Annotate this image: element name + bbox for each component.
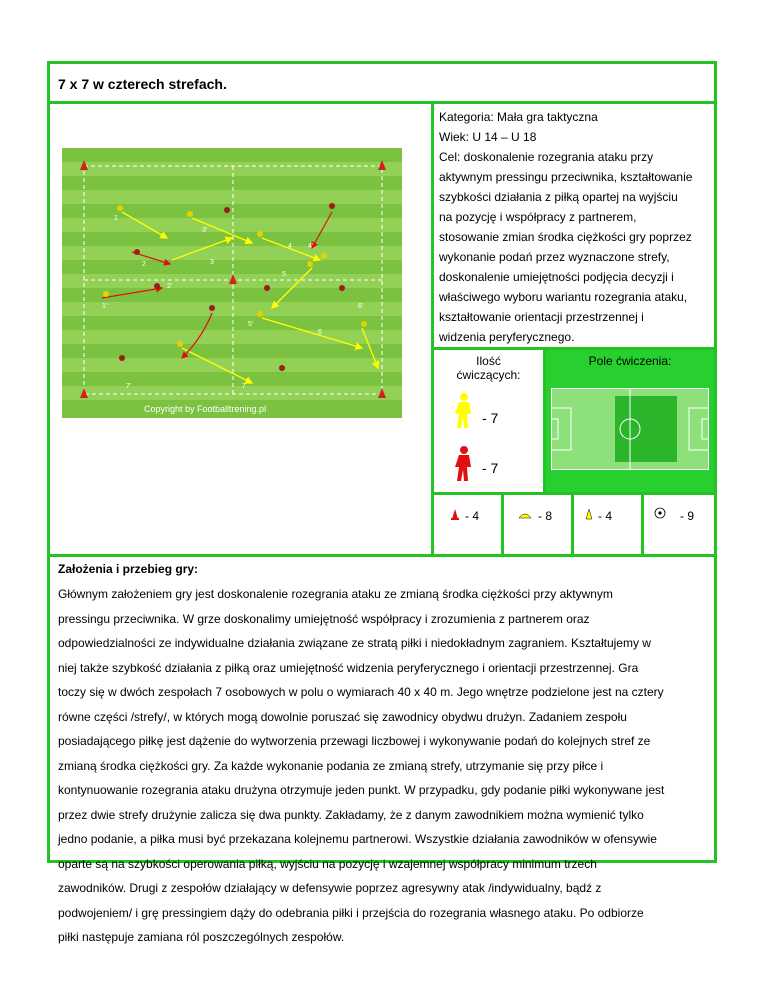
players-label: Ilość	[476, 354, 501, 368]
yellow-player-icon	[450, 392, 476, 430]
description-line: podwojeniem/ i grę pressingiem dąży do odebrania piłki i przejścia do rozegrania własnego ataku. Po odbiorze	[58, 905, 644, 920]
equipment-item	[574, 495, 644, 554]
ball-count: - 9	[680, 509, 695, 523]
description-line: kontynuowanie rozegrania ataku drużyna otrzymuje jeden punkt. W przypadku, gdy podanie piłki wykonywane jest	[58, 783, 665, 797]
svg-text:7: 7	[242, 383, 246, 390]
info-line: szybkości działania z piłką opartej na wyjściu	[439, 190, 678, 204]
svg-text:3: 3	[210, 259, 214, 266]
info-line: stosowanie zmian środka ciężkości gry poprzez	[439, 230, 692, 244]
diagram-cell	[50, 104, 434, 554]
drill-diagram	[62, 148, 402, 418]
disc-marker-icon	[518, 511, 532, 519]
svg-text:1: 1	[114, 215, 118, 222]
info-line: widzenia peryferycznego.	[439, 330, 575, 344]
marker-count: - 4	[598, 509, 613, 523]
equipment-item	[434, 495, 504, 554]
description-line: jedno podanie, a piłka musi być przekazana kolejnemu partnerowi. Wszystkie działania zawodników w ofensywie	[58, 832, 657, 846]
description-line: zawodników. Drugi z zespołów działający w defensywie poprzez agresywny atak /indywidualny, bądź z	[58, 881, 602, 895]
players-cell	[434, 350, 546, 492]
cone-count: - 4	[465, 509, 480, 523]
svg-text:6': 6'	[358, 303, 364, 310]
field-diagram	[551, 388, 709, 470]
equipment-item	[644, 495, 714, 554]
ball-icon	[654, 507, 666, 519]
exercise-sheet	[47, 61, 717, 944]
title-row	[50, 64, 714, 104]
yellow-count: - 7	[482, 410, 499, 426]
description-line: zmianą środka ciężkości gry. Za każde wykonanie podania ze zmianą strefy, utrzymanie się przy piłce i	[58, 758, 604, 773]
svg-text:5': 5'	[248, 321, 254, 328]
description-heading: Założenia i przebieg gry:	[58, 562, 199, 576]
svg-text:2: 2	[142, 261, 146, 268]
equipment-row	[434, 492, 714, 554]
info-line: Wiek: U 14 – U 18	[439, 130, 537, 144]
svg-text:6: 6	[318, 329, 322, 336]
players-label-2: ćwiczących:	[456, 368, 521, 382]
info-line: kształtowanie orientacji przestrzennej i	[439, 310, 644, 324]
info-line: aktywnym pressingu przeciwnika, kształtowanie	[439, 170, 693, 184]
cone-icon	[450, 508, 460, 520]
svg-text:1': 1'	[102, 303, 108, 310]
description-line: równe części /strefy/, w których mogą dowolnie poruszać się zawodnicy obydwu drużyn. Zadaniem zespołu	[58, 709, 627, 724]
svg-text:4': 4'	[308, 243, 314, 250]
description-line: posiadającego piłkę jest dążenie do wytworzenia przewagi liczbowej i wykonywanie podań do kolejnych stref ze	[58, 734, 651, 748]
info-line: doskonalenie umiejętności podjęcia decyzji i	[439, 270, 674, 284]
exercise-title: 7 x 7 w czterech strefach.	[58, 76, 227, 92]
description-line: piłki następuje zamiana ról poszczególnych zespołów.	[58, 930, 345, 944]
info-line: Kategoria: Mała gra taktyczna	[439, 110, 598, 124]
red-count: - 7	[482, 460, 499, 476]
description-line: Głównym założeniem gry jest doskonalenie rozegrania ataku ze zmianą środka ciężkości przy aktywnym	[58, 587, 613, 601]
description-line: odpowiedzialności ze indywidualne działania związane ze stratą piłki i niedokładnym zagraniem. Kształtujemy w	[58, 636, 651, 650]
info-line: na pozycję i współpracy z partnerem,	[439, 210, 637, 224]
marker-cone-icon	[584, 508, 594, 520]
description-line: niej także szybkość działania z piłką oraz umiejętność widzenia peryferycznego i orientacji przestrzennej. Gra	[58, 660, 639, 675]
red-player-icon	[450, 445, 476, 483]
svg-text:5: 5	[282, 271, 286, 278]
equipment-item	[504, 495, 574, 554]
svg-text:7': 7'	[126, 383, 132, 390]
info-line: wykonanie podań przez wyznaczone strefy,	[439, 250, 670, 264]
description-line: przez dwie strefy drużynie zalicza się dwa punkty. Zakładamy, że z danym zawodnikiem można wymienić tylko	[58, 807, 644, 822]
svg-text:2': 2'	[167, 283, 173, 290]
info-line: Cel: doskonalenie rozegrania ataku przy	[439, 150, 654, 164]
info-cell	[434, 104, 714, 350]
description-line: oparte są na szybkości operowania piłką, wyjściu na pozycję i wzajemnej współpracy minimum trzech	[58, 856, 597, 871]
svg-text:4: 4	[288, 243, 292, 250]
description-body	[58, 582, 706, 950]
disc-count: - 8	[538, 509, 553, 523]
description-section	[50, 554, 714, 950]
field-label: Pole ćwiczenia:	[588, 354, 672, 368]
info-line: właściwego wyboru wariantu rozegrania ataku,	[439, 290, 688, 304]
description-line: toczy się w dwóch zespołach 7 osobowych w polu o wymiarach 40 x 40 m. Jego wnętrze podzielone jest na cztery	[58, 685, 664, 699]
field-cell	[546, 350, 714, 492]
diagram-copyright: Copyright by Footballtrening.pl	[144, 404, 267, 414]
svg-text:3': 3'	[202, 227, 208, 234]
description-line: pressingu przeciwnika. W grze doskonalimy umiejętność współpracy i zrozumienia z partnerem oraz	[58, 611, 590, 626]
